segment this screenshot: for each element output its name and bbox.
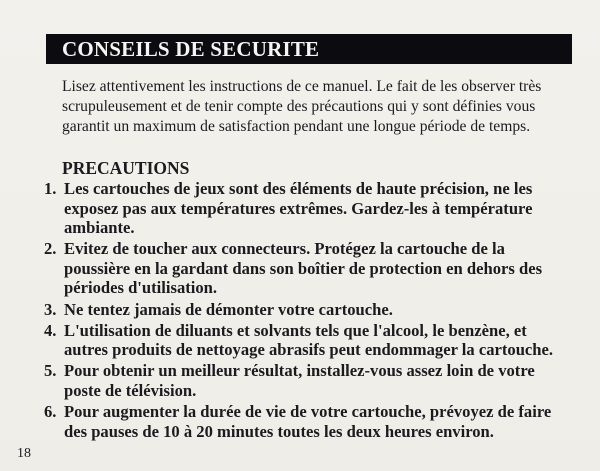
list-item-number: 1. [44,179,57,198]
list-item-text: Pour obtenir un meilleur résultat, installez-vous assez loin de votre poste de télévision. [64,361,535,400]
list-item [44,239,574,298]
list-item-number: 3. [44,299,57,319]
list-item-number: 2. [44,239,57,259]
section-heading: PRECAUTIONS [62,158,190,178]
precautions-list [44,179,574,443]
list-item-text: L'utilisation de diluants et solvants tels que l'alcool, le benzène, et autres produits de nettoyage abrasifs peut endommager la cartouche. [64,320,554,360]
list-item [44,361,574,400]
intro-paragraph: Lisez attentivement les instructions de ce manuel. Le fait de les observer très scrupuleusement et de tenir compte des précautions qui y sont définies vous garantit un maximum de satisfaction pendant une longue période de temps. [62,78,542,136]
list-item-text: Les cartouches de jeux sont des éléments de haute précision, ne les exposez pas aux températures extrêmes. Gardez-les à température ambiante. [64,179,533,238]
list-item [44,300,574,320]
list-item-number: 4. [44,320,57,340]
list-item-number: 6. [44,402,57,422]
list-item [44,321,574,360]
list-item [44,179,574,238]
list-item-text: Pour augmenter la durée de vie de votre cartouche, prévoyez de faire des pauses de 10 à 20 minutes toutes les deux heures environ. [64,402,552,441]
page-title: CONSEILS DE SECURITE [46,34,572,64]
page-number: 18 [17,446,31,461]
list-item-text: Ne tentez jamais de démonter votre cartouche. [64,299,393,319]
list-item-text: Evitez de toucher aux connecteurs. Protégez la cartouche de la poussière en la gardant dans son boîtier de protection en dehors des périodes d'utilisation. [64,239,543,298]
list-item [44,402,574,441]
list-item-number: 5. [44,361,57,381]
